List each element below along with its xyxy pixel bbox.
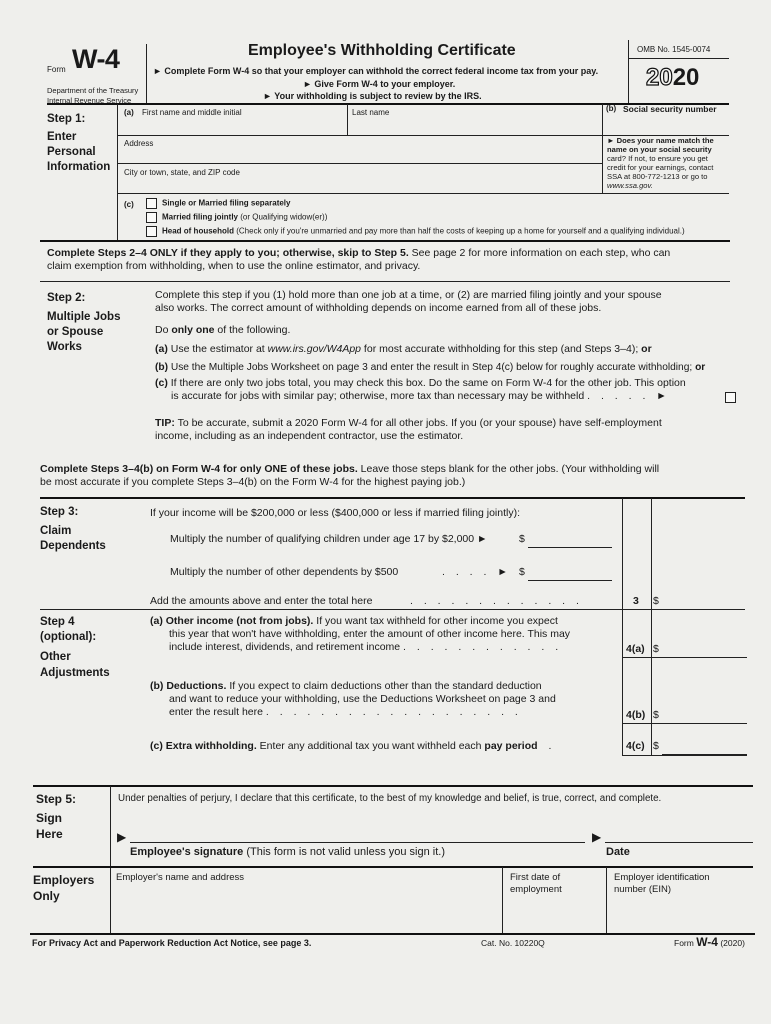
opt-a-tag: (a) bbox=[155, 343, 168, 355]
step3-other-dots: . . . . ► bbox=[442, 566, 512, 578]
opt-c-line1: If there are only two jobs total, you may check this box. Do the same on Form W-4 for the other job. This option bbox=[170, 377, 686, 389]
ssn-note-line5: SSA at 800-772-1213 or go to bbox=[607, 172, 708, 181]
single-label: Single or Married filing separately bbox=[162, 198, 291, 208]
notice2-bold: Complete Steps 3–4(b) on Form W-4 for only ONE of these jobs. bbox=[40, 463, 358, 475]
employers-divider-2 bbox=[606, 867, 607, 933]
step1-name-line1: Enter bbox=[47, 131, 77, 143]
line-4c-number: 4(c) bbox=[626, 740, 645, 752]
signature-label: Employee's signature bbox=[130, 846, 244, 858]
field-b-tag: (b) bbox=[606, 104, 617, 113]
step3-total: Add the amounts above and enter the total here bbox=[150, 595, 373, 607]
signature-field[interactable] bbox=[130, 828, 585, 843]
header-instruction-2: ► Give Form W-4 to your employer. bbox=[303, 79, 456, 89]
step4a-tag: (a) bbox=[150, 615, 163, 627]
step4a-line1: If you want tax withheld for other income you expect bbox=[313, 615, 558, 627]
signature-note: (This form is not valid unless you sign it.) bbox=[243, 846, 446, 858]
address-input[interactable] bbox=[124, 149, 594, 163]
opt-a-or: or bbox=[641, 343, 652, 355]
filing-status-hoh[interactable] bbox=[146, 226, 685, 237]
step4-optional: (optional): bbox=[40, 631, 97, 643]
ssn-note bbox=[607, 136, 714, 190]
step3-intro: If your income will be $200,000 or less ($400,000 or less if married filing jointly): bbox=[150, 507, 521, 519]
last-name-label: Last name bbox=[352, 108, 390, 117]
step1-bottom-rule bbox=[40, 240, 730, 242]
step5-name-line1: Sign bbox=[36, 811, 62, 825]
step3-name-line2: Dependents bbox=[40, 540, 106, 552]
step2-option-b bbox=[155, 361, 705, 374]
filing-status-joint[interactable] bbox=[146, 212, 327, 223]
name-divider bbox=[347, 104, 348, 136]
do-post: of the following. bbox=[214, 324, 291, 336]
step3-other: Multiply the number of other dependents by $500 bbox=[170, 566, 399, 578]
signature-arrow-icon: ▶ bbox=[117, 830, 127, 844]
opt-c-line2: is accurate for jobs with similar pay; otherwise, more tax than necessary may be withheld bbox=[171, 390, 585, 402]
step5-name-line2: Here bbox=[36, 827, 63, 841]
step5-label: Step 5: bbox=[36, 792, 77, 806]
ssn-label: Social security number bbox=[623, 104, 717, 114]
step4b-line3: enter the result here bbox=[169, 706, 263, 718]
ssn-divider bbox=[602, 104, 603, 194]
joint-note: (or Qualifying widow(er)) bbox=[238, 212, 328, 222]
tax-year-solid: 20 bbox=[672, 64, 700, 91]
department-label: Department of the Treasury bbox=[47, 86, 139, 95]
step2-do-one bbox=[155, 324, 290, 337]
employer-name-address-label: Employer's name and address bbox=[116, 872, 245, 883]
header-instruction-3: ► Your withholding is subject to review by the IRS. bbox=[263, 91, 482, 101]
ssn-input[interactable] bbox=[606, 115, 726, 129]
step4a-dots: . . . . . . . . . . . . bbox=[403, 641, 563, 653]
form-number: W-4 bbox=[72, 44, 120, 74]
tip-label: TIP: bbox=[155, 417, 175, 429]
row-rule-2 bbox=[117, 163, 602, 164]
step5-left-border bbox=[110, 786, 111, 934]
step2-p1-line1: Complete this step if you (1) hold more than one job at a time, or (2) are married filing jointly and your spouse bbox=[155, 289, 662, 301]
step4a-bold: Other income (not from jobs). bbox=[165, 615, 314, 627]
step4c-line1: Enter any additional tax you want withheld each bbox=[256, 740, 485, 752]
hoh-checkbox[interactable] bbox=[146, 226, 157, 237]
step4c-dots: . bbox=[548, 740, 552, 752]
employers-bottom-rule bbox=[30, 933, 755, 935]
step2-option-c bbox=[155, 377, 686, 403]
irs-label: Internal Revenue Service bbox=[47, 96, 132, 105]
step1-name-line3: Information bbox=[47, 161, 111, 173]
ssn-note-line3: card? If not, to ensure you get bbox=[607, 154, 708, 163]
footer-form-number: W-4 bbox=[696, 935, 718, 949]
notice-steps-3-4b bbox=[40, 463, 659, 489]
step3-name-line1: Claim bbox=[40, 525, 72, 537]
employer-name-address-input[interactable] bbox=[116, 885, 500, 931]
ssn-note-line2: name on your social security bbox=[607, 145, 712, 154]
amount-column-mid bbox=[651, 498, 652, 756]
field-a-tag: (a) bbox=[124, 108, 134, 117]
step4b-text bbox=[150, 680, 556, 719]
first-name-label: First name and middle initial bbox=[142, 108, 242, 117]
perjury-statement: Under penalties of perjury, I declare that this certificate, to the best of my knowledge and belief, is true, correct, and complete. bbox=[118, 793, 662, 804]
first-date-input[interactable] bbox=[510, 905, 600, 919]
ssn-note-line4: credit for your earnings, contact bbox=[607, 163, 714, 172]
line-4c-input[interactable] bbox=[662, 740, 747, 755]
employers-name-line1: Employers bbox=[33, 873, 95, 887]
notice1-bold: Complete Steps 2–4 ONLY if they apply to you; otherwise, skip to Step 5. bbox=[47, 247, 409, 259]
line-4c-dollar: $ bbox=[653, 740, 659, 752]
omb-underline bbox=[628, 58, 729, 59]
line-3-dollar: $ bbox=[653, 595, 659, 607]
step4a-text bbox=[150, 615, 570, 654]
filing-status-single[interactable] bbox=[146, 198, 290, 209]
tax-year bbox=[646, 64, 699, 92]
employers-divider-1 bbox=[502, 867, 503, 933]
step1-label: Step 1: bbox=[47, 113, 86, 125]
line-3-input[interactable] bbox=[662, 595, 745, 609]
omb-number: OMB No. 1545-0074 bbox=[637, 45, 711, 54]
header-divider-left bbox=[146, 44, 147, 104]
step4-name-line1: Other bbox=[40, 651, 71, 663]
other-dependents-input[interactable] bbox=[528, 566, 612, 581]
line-4a-number: 4(a) bbox=[626, 643, 645, 655]
tip-line2: income, including as an independent contractor, use the estimator. bbox=[155, 430, 464, 442]
last-name-input[interactable] bbox=[352, 118, 597, 132]
step5-top-rule bbox=[33, 785, 753, 787]
other-dollar: $ bbox=[519, 566, 525, 578]
step4-label: Step 4 bbox=[40, 616, 75, 628]
line-4b-dollar: $ bbox=[653, 709, 659, 721]
two-jobs-checkbox[interactable] bbox=[725, 392, 736, 403]
step4b-line1: If you expect to claim deductions other than the standard deduction bbox=[226, 680, 542, 692]
line-4a-rule bbox=[622, 657, 747, 658]
notice1-rest1: See page 2 for more information on each step, who can bbox=[408, 247, 671, 259]
opt-c-tag: (c) bbox=[155, 377, 168, 389]
footer-form-year: (2020) bbox=[717, 938, 745, 948]
opt-b-or: or bbox=[695, 362, 706, 373]
notice1-rest2: claim exemption from withholding, when to use the online estimator, and privacy. bbox=[47, 260, 421, 272]
line-3-number: 3 bbox=[633, 595, 639, 607]
footer-form-id bbox=[674, 935, 745, 949]
step4c-text bbox=[150, 740, 551, 753]
step4-name-line2: Adjustments bbox=[40, 667, 110, 679]
header-divider-right bbox=[628, 40, 629, 104]
step3-children: Multiply the number of qualifying children under age 17 by $2,000 ► bbox=[170, 533, 488, 545]
step2-p1-line2: also works. The correct amount of withholding depends on income earned from all of these jobs. bbox=[155, 302, 602, 314]
step4b-dots: . . . . . . . . . . . . . . . . . . . bbox=[265, 706, 522, 718]
first-date-label bbox=[510, 872, 562, 896]
first-date-line1: First date of bbox=[510, 872, 561, 883]
ein-label bbox=[614, 872, 710, 896]
opt-c-dots: . . . . . ► bbox=[587, 390, 671, 402]
step4c-bold: Extra withholding. bbox=[165, 740, 257, 752]
estimator-link[interactable]: www.irs.gov/W4App bbox=[267, 343, 362, 355]
step2-tip bbox=[155, 417, 662, 443]
step3-bottom-rule bbox=[40, 609, 745, 610]
first-date-line2: employment bbox=[510, 884, 562, 895]
hoh-label: Head of household bbox=[162, 226, 234, 236]
single-checkbox[interactable] bbox=[146, 198, 157, 209]
row-rule-3 bbox=[117, 193, 729, 194]
page-title: Employee's Withholding Certificate bbox=[248, 42, 516, 59]
children-dollar: $ bbox=[519, 533, 525, 545]
field-c-tag: (c) bbox=[124, 200, 134, 209]
step4c-bold2: pay period bbox=[484, 740, 538, 752]
ssn-note-line6: www.ssa.gov. bbox=[607, 181, 653, 190]
line-4a-input[interactable] bbox=[662, 643, 747, 658]
hoh-note: (Check only if you're unmarried and pay more than half the costs of keeping up a home for yourself and a qualifying individual.) bbox=[234, 226, 685, 236]
opt-a-pre: Use the estimator at bbox=[170, 343, 268, 355]
do-pre: Do bbox=[155, 324, 172, 336]
children-amount-input[interactable] bbox=[528, 533, 612, 548]
opt-a-post: for most accurate withholding for this step (and Steps 3–4); bbox=[361, 343, 642, 355]
line-4a-dollar: $ bbox=[653, 643, 659, 655]
step1-name-line2: Personal bbox=[47, 146, 96, 158]
ein-line2: number (EIN) bbox=[614, 884, 672, 895]
city-label: City or town, state, and ZIP code bbox=[124, 168, 240, 177]
tip-line1: To be accurate, submit a 2020 Form W-4 for all other jobs. If you (or your spouse) have self-employment bbox=[174, 417, 662, 429]
ein-input[interactable] bbox=[614, 905, 749, 919]
footer-form-word: Form bbox=[674, 938, 697, 948]
opt-b-tag: (b) bbox=[155, 362, 169, 373]
step3-total-dots: . . . . . . . . . . . . . bbox=[410, 595, 583, 607]
tax-year-outline: 20 bbox=[646, 64, 673, 91]
step2-option-a bbox=[155, 343, 652, 356]
line-4b-rule bbox=[622, 723, 747, 724]
signature-caption bbox=[130, 846, 445, 858]
step4a-line3: include interest, dividends, and retirement income bbox=[169, 641, 401, 653]
ssn-note-line1: ► Does your name match the bbox=[607, 136, 714, 145]
step4c-tag: (c) bbox=[150, 740, 163, 752]
amount-column-left bbox=[622, 498, 623, 756]
joint-checkbox[interactable] bbox=[146, 212, 157, 223]
catalog-number: Cat. No. 10220Q bbox=[481, 938, 545, 948]
do-bold: only one bbox=[171, 324, 215, 336]
step2-name-line3: Works bbox=[47, 341, 82, 353]
step2-label: Step 2: bbox=[47, 292, 86, 304]
notice1-rule bbox=[40, 281, 730, 282]
step2-intro bbox=[155, 289, 662, 315]
form-word: Form bbox=[47, 65, 66, 74]
employers-name-line2: Only bbox=[33, 889, 60, 903]
employers-top-rule bbox=[33, 866, 753, 868]
privacy-notice: For Privacy Act and Paperwork Reduction Act Notice, see page 3. bbox=[32, 938, 312, 948]
line-4b-number: 4(b) bbox=[626, 709, 646, 721]
first-name-input[interactable] bbox=[124, 118, 344, 132]
address-label: Address bbox=[124, 139, 154, 148]
line-4b-input[interactable] bbox=[662, 709, 747, 724]
step4a-line2: this year that won't have withholding, enter the amount of other income here. This may bbox=[169, 628, 571, 640]
step4b-tag: (b) bbox=[150, 680, 164, 692]
date-arrow-icon: ▶ bbox=[592, 830, 602, 844]
opt-b-text: Use the Multiple Jobs Worksheet on page 3 and enter the result in Step 4(c) below for roughly accurate withholding; bbox=[170, 362, 696, 373]
step1-left-border bbox=[117, 104, 118, 240]
notice2-rest1: Leave those steps blank for the other jobs. (Your withholding will bbox=[357, 463, 660, 475]
notice2-rest2: be most accurate if you complete Steps 3–4(b) on the Form W-4 for the highest paying job.) bbox=[40, 476, 466, 488]
step2-name-line1: Multiple Jobs bbox=[47, 311, 121, 323]
joint-label: Married filing jointly bbox=[162, 212, 239, 222]
date-label: Date bbox=[606, 846, 630, 858]
line-4c-rule bbox=[622, 755, 747, 756]
step2-name-line2: or Spouse bbox=[47, 326, 104, 338]
step4b-bold: Deductions. bbox=[166, 680, 227, 692]
city-input[interactable] bbox=[124, 178, 594, 192]
ein-line1: Employer identification bbox=[614, 872, 710, 883]
step3-label: Step 3: bbox=[40, 506, 79, 518]
notice-steps-2-4 bbox=[47, 247, 670, 273]
date-field[interactable] bbox=[605, 828, 753, 843]
step4b-line2: and want to reduce your withholding, use the Deductions Worksheet on page 3 and bbox=[169, 693, 556, 705]
notice2-rule bbox=[40, 497, 745, 499]
header-instruction-1: ► Complete Form W-4 so that your employer can withhold the correct federal income tax from your pay. bbox=[153, 66, 599, 76]
